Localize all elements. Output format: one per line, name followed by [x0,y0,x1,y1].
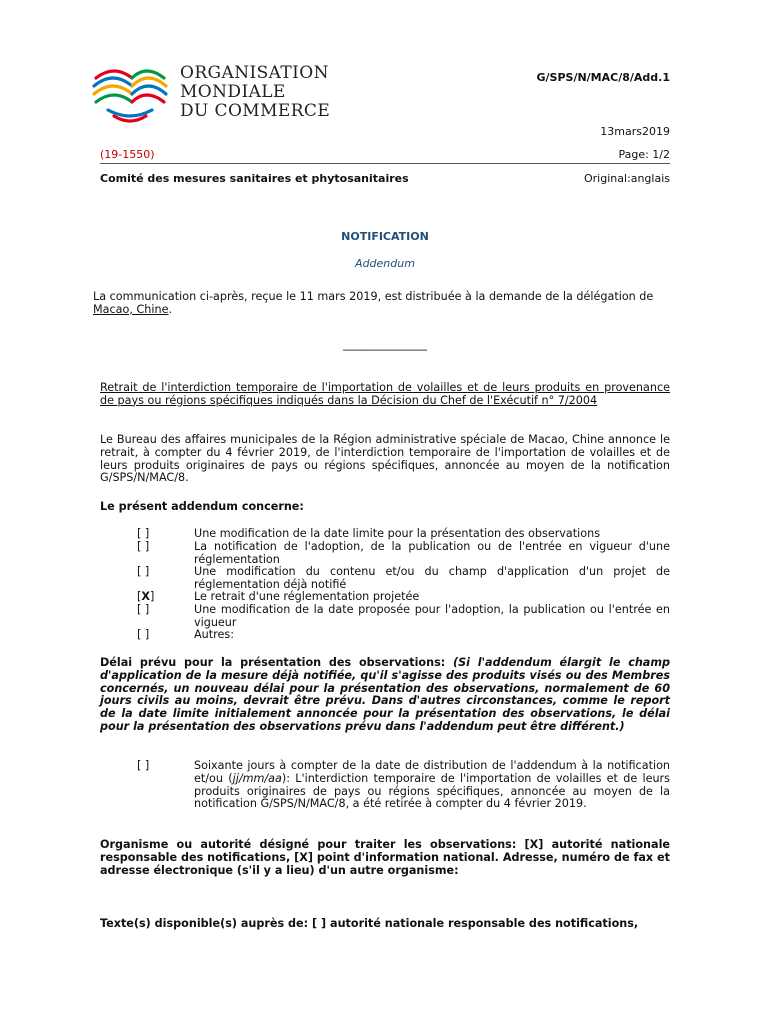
checkbox-close: ] [150,590,155,603]
delay-instructions: (Si l'addendum élargit le champ d'application de la mesure déjà notifiée, qu'il s'agisse des produits visés ou des Membres concernés, un nouveau délai pour la présentation des observations, normalement de 60 jours civils au moins, devrait être prévu. Dans d'autres circonstances, comme le report de la date limite initialement annoncée pour la présentation des observations, le délai pour la présentation des observations prévu dans l'addendum peut être différent.) [100,656,671,733]
subject-title: Retrait de l'interdiction temporaire de l'importation de volailles et de leurs produits en provenance de pays ou régions spécifiques indiqués dans la Décision du Chef de l'Exécutif n° 7/2004 [100,381,670,407]
intro-paragraph [93,291,678,317]
org-line-1: ORGANISATION [180,63,329,83]
header-divider [100,163,670,164]
delay-label: Délai prévu pour la présentation des observations: [100,656,446,669]
document-symbol: G/SPS/N/MAC/8/Add.1 [536,71,670,84]
checkbox-mark: X [141,590,151,603]
delay-paragraph [100,657,670,734]
concern-item [137,604,670,630]
delay-text-part-1: Soixante jours à compter de la date de distribution de l'addendum à la notification et/ou ( [194,759,670,785]
organisation-name [180,64,330,121]
original-language: Original:anglais [583,172,670,185]
concern-item [137,629,670,642]
intro-end: . [168,302,173,316]
agency-paragraph: Organisme ou autorité désigné pour traiter les observations: [X] autorité nationale responsable des notifications, [X] point d'information national. Adresse, numéro de fax et adresse électronique (s'il y a lieu) d'un autre organisme: [100,838,670,877]
concern-text: Autres: [194,628,234,641]
delay-option [137,760,670,825]
concern-item [137,541,670,567]
concern-item [137,566,670,592]
doc-subtitle: Addendum [355,257,415,270]
intro-text: La communication ci-après, reçue le 11 mars 2019, est distribuée à la demande de la délégation de [93,290,654,303]
concern-text: La notification de l'adoption, de la publication ou de l'entrée en vigueur d'une réglementation [194,540,670,566]
delay-text-part-2: ): L'interdiction temporaire de l'importation de volailles et de leurs produits originaires de pays ou régions spécifiques, annoncée au moyen de la notification G/SPS/N/MAC/8, a été retirée à compter du 4 février 2019. [194,771,670,811]
concern-text: Une modification de la date limite pour la présentation des observations [194,527,601,540]
texts-available: Texte(s) disponible(s) auprès de: [ ] autorité nationale responsable des notifications, [100,917,639,930]
document-ref: (19-1550) [100,148,155,161]
document-date: 13mars2019 [600,125,670,138]
doc-title: NOTIFICATION [341,230,429,243]
page-number: Page: 1/2 [618,148,670,161]
checkbox-open: [ [137,590,142,603]
org-line-3: DU COMMERCE [180,101,331,121]
checkbox[interactable]: [ ] [137,603,150,616]
org-line-2: MONDIALE [180,82,286,102]
separator: _______________ [343,338,427,351]
concern-text: Le retrait d'une réglementation projetée [194,590,420,603]
checkbox[interactable]: [ ] [137,565,150,578]
date-format: jj/mm/aa [232,771,282,785]
concern-text: Une modification du contenu et/ou du champ d'application d'un projet de réglementation déjà notifié [194,565,670,591]
checkbox-checked[interactable] [137,591,154,604]
concern-text: Une modification de la date proposée pour l'adoption, la publication ou l'entrée en vigueur [194,603,670,629]
committee-name: Comité des mesures sanitaires et phytosanitaires [100,172,409,185]
member-link[interactable]: Macao, Chine [93,302,169,316]
checkbox[interactable]: [ ] [137,527,150,540]
concerns-title: Le présent addendum concerne: [100,500,304,513]
wto-logo-icon [88,56,172,126]
checkbox[interactable]: [ ] [137,628,150,641]
checkbox[interactable]: [ ] [137,540,150,553]
checkbox[interactable]: [ ] [137,759,150,772]
body-paragraph: Le Bureau des affaires municipales de la Région administrative spéciale de Macao, Chine annonce le retrait, à compter du 4 février 2019, de l'interdiction temporaire de l'importation de volailles et de leurs produits originaires de pays ou régions spécifiques, annoncée au moyen de la notification G/SPS/N/MAC/8. [100,433,670,485]
delay-option-text [194,760,670,811]
